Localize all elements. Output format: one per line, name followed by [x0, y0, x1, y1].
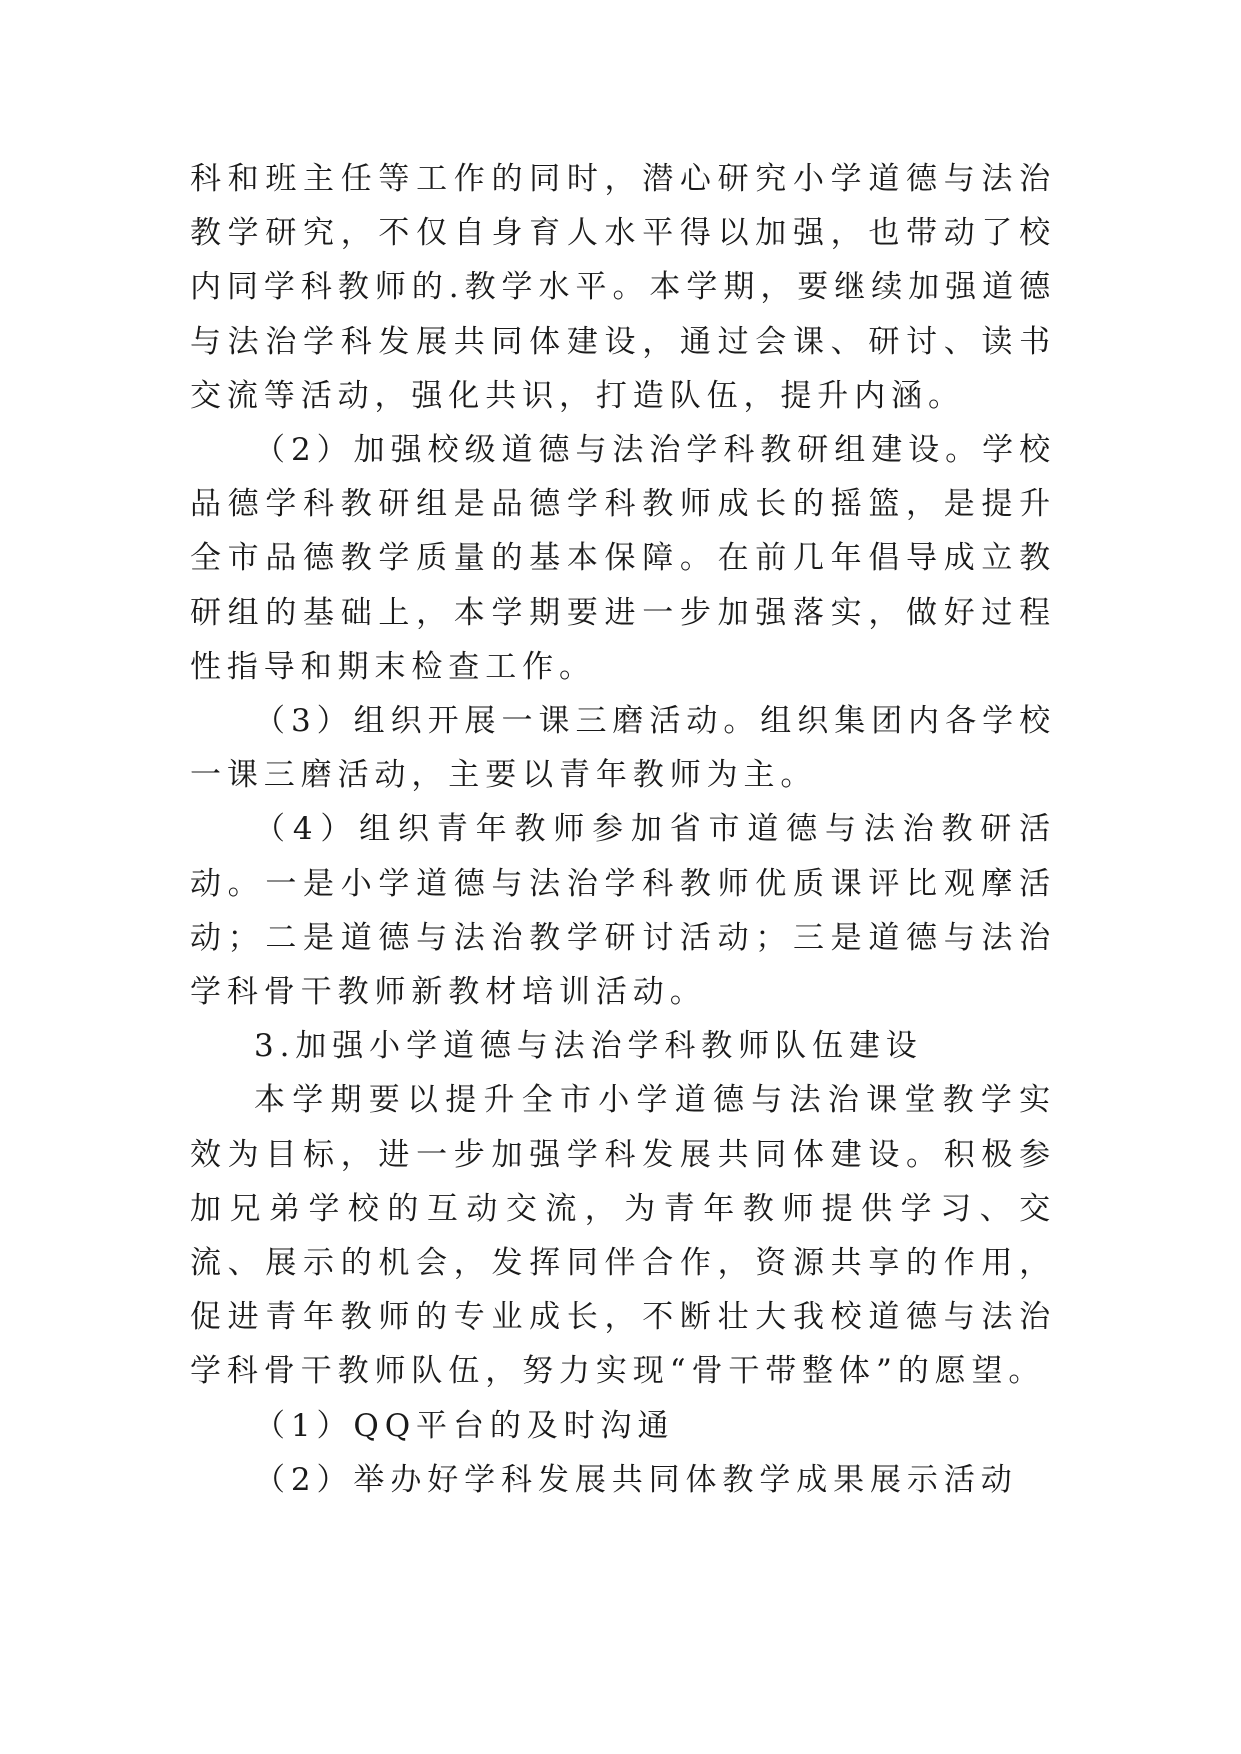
document-body: [190, 152, 1056, 1507]
paragraph-continuation: 科和班主任等工作的同时，潜心研究小学道德与法治教学研究，不仅自身育人水平得以加强，也带动了校内同学科教师的.教学水平。本学期，要继续加强道德与法治学科发展共同体建设，通过会课、研讨、读书交流等活动，强化共识，打造队伍，提升内涵。: [190, 161, 1056, 414]
paragraph-section-body: 本学期要以提升全市小学道德与法治课堂教学实效为目标，进一步加强学科发展共同体建设。积极参加兄弟学校的互动交流，为青年教师提供学习、交流、展示的机会，发挥同伴合作，资源共享的作用，促进青年教师的专业成长，不断壮大我校道德与法治学科骨干教师队伍，努力实现“骨干带整体”的愿望。: [190, 1082, 1056, 1390]
paragraph-item-2: （2）加强校级道德与法治学科教研组建设。学校品德学科教研组是品德学科教师成长的摇篮，是提升全市品德教学质量的基本保障。在前几年倡导成立教研组的基础上，本学期要进一步加强落实，做好过程性指导和期末检查工作。: [190, 432, 1056, 685]
paragraph-item-3: （3）组织开展一课三磨活动。组织集团内各学校一课三磨活动，主要以青年教师为主。: [190, 703, 1056, 794]
sub-item-2: （2）举办好学科发展共同体教学成果展示活动: [254, 1461, 1018, 1498]
sub-item-1: （1）QQ平台的及时沟通: [254, 1407, 675, 1444]
paragraph-item-4: （4）组织青年教师参加省市道德与法治教研活动。一是小学道德与法治学科教师优质课评比观摩活动；二是道德与法治教学研讨活动；三是道德与法治学科骨干教师新教材培训活动。: [190, 811, 1056, 1011]
section-heading: 3.加强小学道德与法治学科教师队伍建设: [254, 1028, 923, 1065]
